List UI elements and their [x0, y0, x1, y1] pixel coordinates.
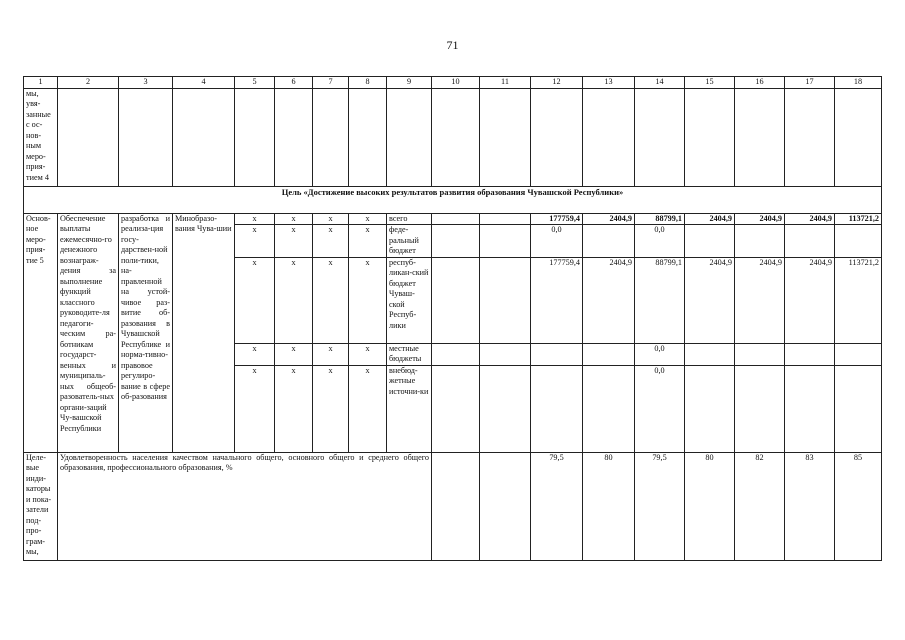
value: 113721,2: [835, 257, 882, 343]
col-num: 1: [24, 77, 58, 89]
goal-row: [24, 186, 882, 213]
value: [685, 365, 735, 452]
value: 177759,4: [531, 257, 583, 343]
col-num: 7: [313, 77, 349, 89]
col-num: 9: [387, 77, 432, 89]
col-num: 8: [349, 77, 387, 89]
col-num: 16: [735, 77, 785, 89]
col-num: 10: [432, 77, 480, 89]
value: [735, 365, 785, 452]
x-mark: х: [349, 225, 387, 258]
value: [531, 343, 583, 365]
x-mark: х: [313, 225, 349, 258]
value: 2404,9: [685, 257, 735, 343]
indicator-value: 80: [685, 452, 735, 560]
value: 0,0: [531, 225, 583, 258]
x-mark: х: [313, 257, 349, 343]
value: 0,0: [635, 343, 685, 365]
column-number-row: [24, 77, 882, 89]
value: [583, 365, 635, 452]
value: 0,0: [635, 365, 685, 452]
x-mark: х: [349, 365, 387, 452]
col-num: 12: [531, 77, 583, 89]
source-name: внебюд-жетные источни-ки: [387, 365, 432, 452]
col-num: 11: [480, 77, 531, 89]
value: 0,0: [635, 225, 685, 258]
value: 113721,2: [835, 213, 882, 225]
x-mark: х: [235, 343, 275, 365]
x-mark: х: [349, 257, 387, 343]
x-mark: х: [275, 257, 313, 343]
x-mark: х: [275, 343, 313, 365]
col-num: 14: [635, 77, 685, 89]
col-num: 13: [583, 77, 635, 89]
x-mark: х: [313, 213, 349, 225]
x-mark: х: [349, 213, 387, 225]
col-num: 17: [785, 77, 835, 89]
indicator-value: 80: [583, 452, 635, 560]
indicator-label: Целе-вые инди-каторы и пока-затели под-про-грам-мы,: [24, 452, 58, 560]
value: 2404,9: [735, 257, 785, 343]
col-num: 6: [275, 77, 313, 89]
indicator-value: 85: [835, 452, 882, 560]
source-name: всего: [387, 213, 432, 225]
value: [835, 343, 882, 365]
goal-title: Цель «Достижение высоких результатов развития образования Чувашской Республики»: [24, 186, 882, 213]
value: [735, 343, 785, 365]
value: 2404,9: [735, 213, 785, 225]
value: [583, 343, 635, 365]
value: [531, 365, 583, 452]
event-label: Основ-ное меро-прия-тие 5: [24, 213, 58, 452]
indicator-value: 82: [735, 452, 785, 560]
row-label: мы, увя-занные с ос-нов-ным меро-прия-тием 4: [24, 88, 58, 186]
source-name: респуб-ликан-ский бюджет Чуваш-ской Респуб-лики: [387, 257, 432, 343]
source-name: феде-ральный бюджет: [387, 225, 432, 258]
value: [785, 343, 835, 365]
x-mark: х: [275, 365, 313, 452]
event-purpose: разработка и реализа-ция госу-дарствен-ной поли-тики, на-правленной на устой-чивое раз-витие об-разования в Чувашской Республике и норма-тивно-правовое регулиро-вание в сфере об-разования: [119, 213, 173, 452]
value: [785, 225, 835, 258]
x-mark: х: [235, 365, 275, 452]
x-mark: х: [235, 213, 275, 225]
col-num: 18: [835, 77, 882, 89]
value: 88799,1: [635, 213, 685, 225]
value: [583, 225, 635, 258]
col-num: 2: [58, 77, 119, 89]
x-mark: х: [313, 343, 349, 365]
x-mark: х: [235, 225, 275, 258]
continued-row: [24, 88, 882, 186]
value: 2404,9: [583, 213, 635, 225]
col-num: 3: [119, 77, 173, 89]
indicator-text: Удовлетворенность населения качеством начального общего, основного общего и среднего общего образования, профессионального образования, %: [58, 452, 432, 560]
x-mark: х: [275, 213, 313, 225]
x-mark: х: [235, 257, 275, 343]
value: [685, 343, 735, 365]
col-num: 4: [173, 77, 235, 89]
event-description: Обеспечение выплаты ежемесячно-го денежного вознаграж-дения за выполнение функций классного руководите-ля педагоги-ческим ра-ботникам государст-венных и муниципаль-ных общеоб-разователь-ных органи-заций Чу-вашской Республики: [58, 213, 119, 452]
x-mark: х: [349, 343, 387, 365]
indicator-value: 79,5: [635, 452, 685, 560]
funding-row-total: [24, 213, 882, 225]
value: [835, 365, 882, 452]
value: 2404,9: [785, 257, 835, 343]
value: [685, 225, 735, 258]
indicator-value: 79,5: [531, 452, 583, 560]
event-executor: Минобразо-вания Чува-шии: [173, 213, 235, 452]
value: [785, 365, 835, 452]
value: 88799,1: [635, 257, 685, 343]
value: [835, 225, 882, 258]
value: 177759,4: [531, 213, 583, 225]
indicator-value: 83: [785, 452, 835, 560]
x-mark: х: [313, 365, 349, 452]
source-name: местные бюджеты: [387, 343, 432, 365]
page-number: 71: [446, 38, 459, 52]
x-mark: х: [275, 225, 313, 258]
value: 2404,9: [685, 213, 735, 225]
indicator-row: [24, 452, 882, 560]
col-num: 5: [235, 77, 275, 89]
program-table: [23, 76, 882, 561]
value: [735, 225, 785, 258]
col-num: 15: [685, 77, 735, 89]
value: 2404,9: [785, 213, 835, 225]
value: 2404,9: [583, 257, 635, 343]
